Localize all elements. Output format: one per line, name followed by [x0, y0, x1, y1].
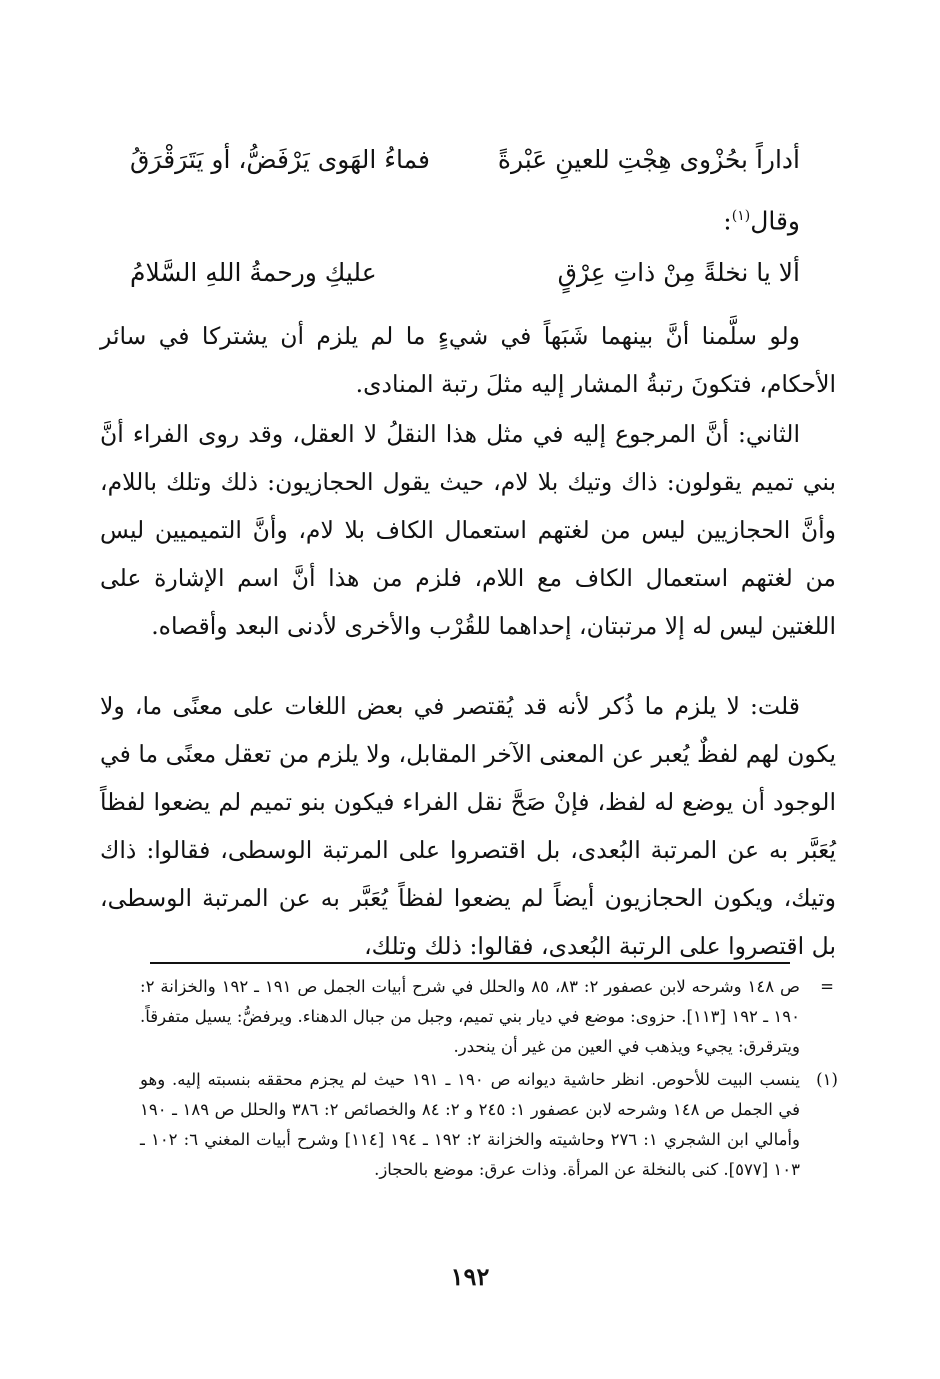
- body-paragraph-3: قلت: لا يلزم ما ذُكر لأنه قد يُقتصر في بعض اللغات على معنًى ما، ولا يكون لهم لفظٌ يُعبر عن المعنى الآخر المقابل، ولا يلزم من تعقل معنًى ما في الوجود أن يوضع له لفظ، فإنْ صَحَّ نقل الفراء فيكون بنو تميم لم يضعوا لفظاً يُعَبَّر به عن المرتبة البُعدى، بل اقتصروا على المرتبة الوسطى، فقالوا: ذاك وتيك، ويكون الحجازيون أيضاً لم يضعوا لفظاً يُعَبَّر به عن المرتبة الوسطى، بل اقتصروا على الرتبة البُعدى، فقالوا: ذلك وتلك،: [100, 692, 836, 960]
- page-number: ١٩٢: [450, 1262, 490, 1291]
- footnote-continuation: [140, 972, 834, 1062]
- verse-intro-colon: :: [723, 206, 732, 236]
- footnote-divider: [150, 962, 790, 964]
- footnote-1-marker: (١): [816, 1070, 838, 1089]
- body-paragraph-2: الثاني: أنَّ المرجوع إليه في مثل هذا النقلُ لا العقل، وقد روى الفراء أنَّ بني تميم يقولون: ذاك وتيك بلا لام، حيث يقول الحجازيون: ذلك وتلك باللام، وأنَّ الحجازيين ليس من لغتهم استعمال الكاف بلا لام، وأنَّ التميميين ليس من لغتهم استعمال الكاف مع اللام، فلزم من هذا أنَّ اسم الإشارة على اللغتين ليس له إلا مرتبتان، إحداهما للقُرْب والأخرى لأدنى البعد وأقصاه.: [100, 420, 836, 640]
- verse-1-first-hemistich: أداراً بحُزْوى هِجْتِ للعينِ عَبْرةً: [497, 145, 800, 174]
- body-paragraph-1: ولو سلَّمنا أنَّ بينهما شَبَهاً في شيءٍ ما لم يلزم أن يشتركا في سائر الأحكام، فتكونَ رتبةُ المشار إليه مثلَ رتبة المنادى.: [100, 322, 836, 398]
- verse-line-1: [130, 140, 800, 180]
- verse-2-first-hemistich: ألا يا نخلةً مِنْ ذاتِ عِرْقٍ: [557, 258, 800, 287]
- verse-2-second-hemistich: عليكِ ورحمةُ اللهِ السَّلامُ: [130, 258, 377, 287]
- footnote-1: [140, 1065, 838, 1185]
- footnote-continuation-marker: =: [820, 977, 834, 996]
- footnote-1-text: ينسب البيت للأحوص. انظر حاشية ديوانه ص ١٩٠ ـ ١٩١ حيث لم يجزم محققه بنسبته إليه. وهو في الجمل ص ١٤٨ وشرحه لابن عصفور ١: ٢٤٥ و ٢: ٨٤ والخصائص ٢: ٣٨٦ والحلل ص ١٨٩ ـ ١٩٠ وأمالي ابن الشجري ١: ٢٧٦ وحاشيته والخزانة ٢: ١٩٢ ـ ١٩٤ [١١٤] وشرح أبيات المغني ٦: ١٠٢ ـ ١٠٣ [٥٧٧]. كنى بالنخلة عن المرأة. وذات عرق: موضع بالحجاز.: [140, 1070, 801, 1179]
- footnote-ref-1: (١): [731, 208, 751, 224]
- verse-intro-text: وقال: [750, 206, 800, 236]
- verse-line-2: [130, 253, 800, 293]
- verse-1-second-hemistich: فماءُ الهَوى يَرْفَضُّ، أو يَتَرَقْرَقُ: [130, 145, 430, 174]
- footnote-continuation-text: ص ١٤٨ وشرحه لابن عصفور ٢: ٨٣، ٨٥ والحلل في شرح أبيات الجمل ص ١٩١ ـ ١٩٢ والخزانة ٢: ١٩٠ ـ ١٩٢ [١١٣]. حزوى: موضع في ديار بني تميم، وجبل من جبال الدهناء. ويرفضُّ: يسيل متفرقاً. ويترقرق: يجيء ويذهب في العين من غير أن ينحدر.: [140, 977, 801, 1056]
- verse-intro: [723, 196, 800, 241]
